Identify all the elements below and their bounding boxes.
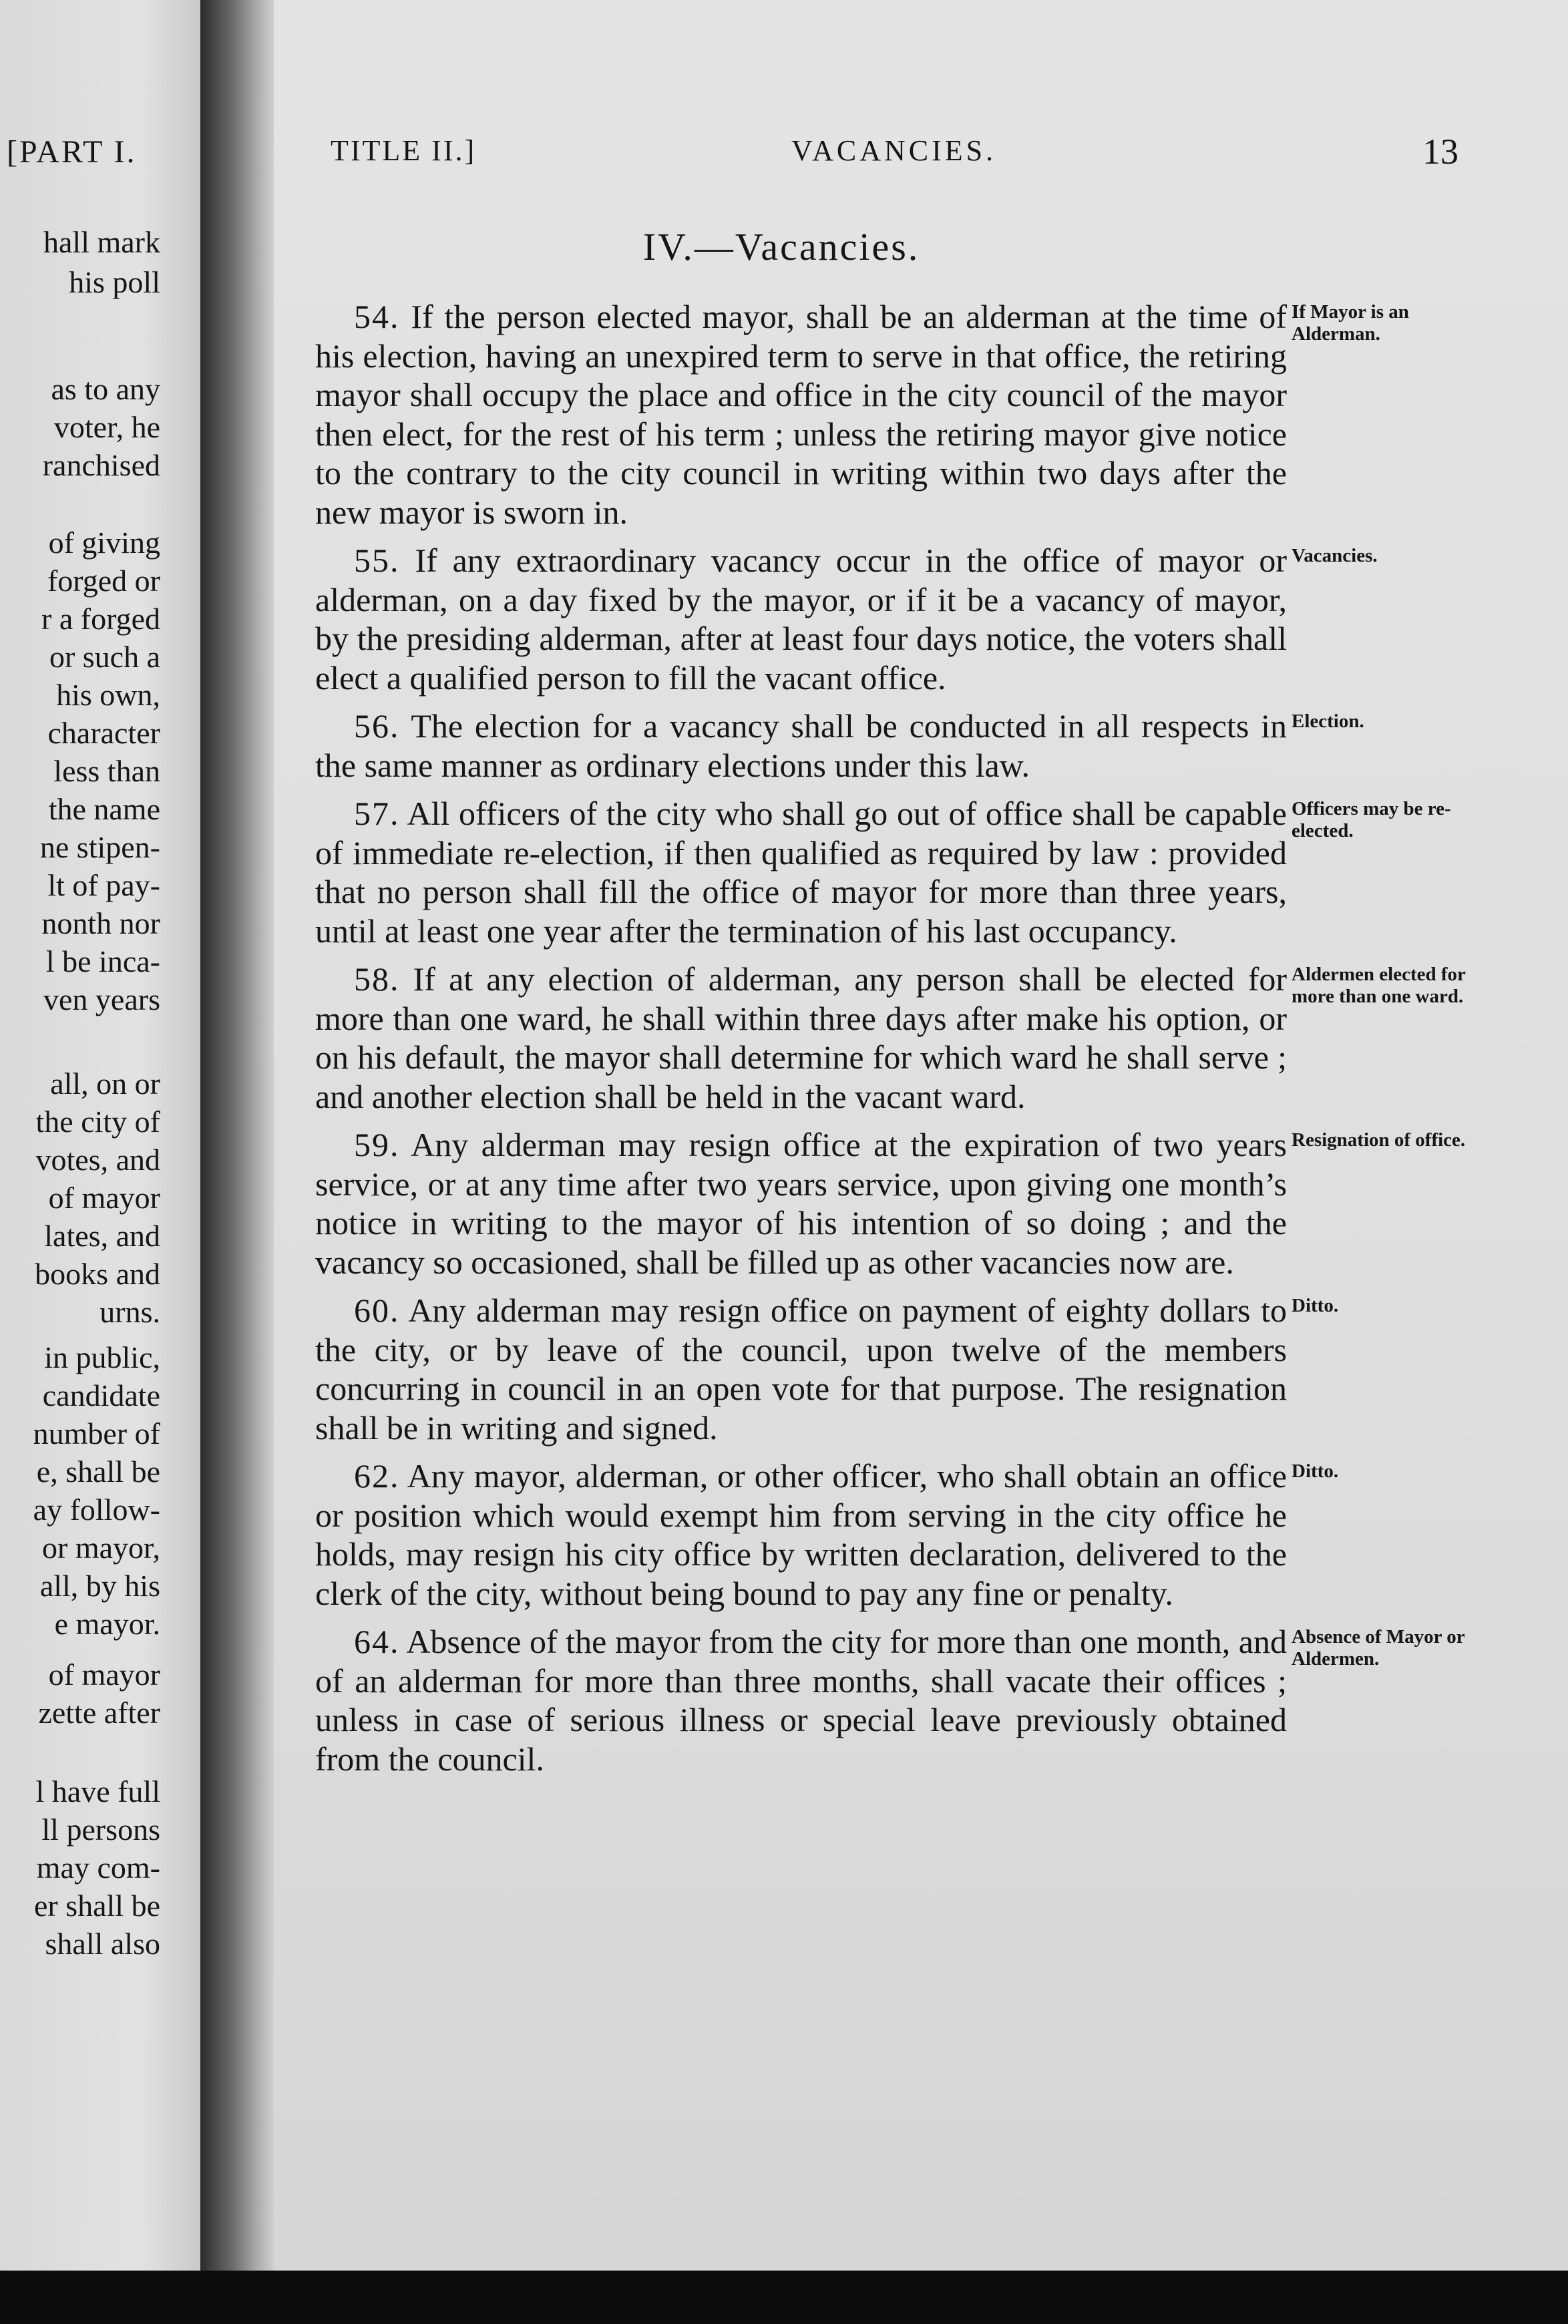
previous-page-line: r a forged bbox=[41, 602, 160, 636]
section-number: 58. bbox=[354, 960, 400, 998]
previous-page-line: forged or bbox=[47, 564, 160, 598]
page-number: 13 bbox=[1422, 132, 1458, 172]
previous-page-line: e mayor. bbox=[54, 1607, 160, 1641]
previous-page-line: ll persons bbox=[41, 1812, 160, 1847]
marginal-note: Ditto. bbox=[1292, 1461, 1339, 1482]
section-paragraph bbox=[315, 707, 1364, 785]
previous-page-line: character bbox=[47, 716, 160, 750]
previous-page-line: e, shall be bbox=[36, 1455, 160, 1489]
paragraph-text: The election for a vacancy shall be conducted in all respects in the same manner as ordinary elections under this law. bbox=[315, 707, 1287, 784]
marginal-note: Absence of Mayor or Aldermen. bbox=[1292, 1626, 1465, 1670]
previous-page-line: less than bbox=[53, 754, 160, 788]
paragraph-text: If any extraordinary vacancy occur in the office of mayor or alderman, on a day fixed by the mayor, or if it be a vacancy of mayor, by the presiding alderman, after at least four days notice, the voters shall elect a qualified person to fill the vacant office. bbox=[315, 542, 1288, 697]
previous-page-line: or mayor, bbox=[42, 1531, 160, 1565]
section-number: 56. bbox=[354, 707, 400, 745]
previous-page-line: the city of bbox=[35, 1105, 160, 1139]
paragraph-text: Absence of the mayor from the city for more than one month, and of an alderman for more than three months, shall vacate their offices ; unless in case of serious illness or special leave previously obtained from the council. bbox=[315, 1623, 1287, 1778]
section-paragraph bbox=[315, 297, 1409, 532]
running-head bbox=[274, 134, 1568, 174]
previous-page-line: the name bbox=[48, 792, 160, 826]
previous-page-line: candidate bbox=[42, 1378, 160, 1412]
previous-page-line: ven years bbox=[43, 982, 160, 1016]
previous-page-fragment bbox=[0, 0, 200, 2324]
section-paragraph bbox=[315, 1291, 1339, 1447]
section-paragraph bbox=[315, 1457, 1339, 1613]
paragraph-text: All officers of the city who shall go out of office shall be capable of immediate re-election, if then qualified as required by law : provided that no person shall fill the office of mayor for more than three years, until at least one year after the termination of his last occupancy. bbox=[315, 795, 1287, 950]
marginal-note: Ditto. bbox=[1292, 1295, 1339, 1316]
section-number: 60. bbox=[354, 1292, 400, 1329]
paragraph-text: If at any election of alderman, any person shall be elected for more than one ward, he shall within three days after make his option, or on his default, the mayor shall determine for which ward he shall serve ; and another election shall be held in the vacant ward. bbox=[315, 960, 1288, 1115]
paragraph-text: If the person elected mayor, shall be an alderman at the time of his election, having an unexpired term to serve in that office, the retiring mayor shall occupy the place and office in the city council of the mayor then elect, for the rest of his term ; unless the retiring mayor give notice to the contrary to the city council in writing within two days after the new mayor is sworn in. bbox=[315, 298, 1287, 531]
section-heading: IV.—Vacancies. bbox=[642, 225, 920, 268]
paragraph-text: Any alderman may resign office at the expiration of two years service, or at any time after two years service, upon giving one month’s notice in writing to the mayor of his intention of so doing ; and the vacancy so occasioned, shall be filled up as other vacancies now are. bbox=[315, 1126, 1287, 1281]
section-paragraph bbox=[315, 960, 1466, 1116]
previous-page-line: in public, bbox=[44, 1340, 160, 1374]
section-paragraph bbox=[315, 541, 1378, 697]
marginal-note: Election. bbox=[1292, 711, 1364, 732]
section-number: 54. bbox=[354, 298, 400, 335]
previous-page-line: lt of pay- bbox=[47, 868, 160, 902]
previous-page-line: of giving bbox=[48, 526, 160, 560]
previous-page-line: ranchised bbox=[42, 448, 160, 482]
book-gutter bbox=[200, 0, 274, 2324]
previous-page-line: may com- bbox=[36, 1851, 160, 1885]
previous-page-line: l have full bbox=[35, 1774, 160, 1808]
previous-page-line: lates, and bbox=[44, 1219, 160, 1253]
previous-page-line: l be inca- bbox=[45, 944, 160, 978]
section-paragraph bbox=[315, 1622, 1465, 1778]
marginal-note: Aldermen elected for more than one ward. bbox=[1292, 964, 1466, 1007]
previous-page-running-head: [PART I. bbox=[7, 134, 137, 170]
book-page bbox=[274, 0, 1568, 2271]
section-paragraph bbox=[315, 1125, 1466, 1282]
section-number: 59. bbox=[354, 1126, 400, 1163]
section-paragraph bbox=[315, 794, 1451, 950]
previous-page-line: nonth nor bbox=[41, 906, 160, 940]
section-number: 64. bbox=[354, 1623, 400, 1660]
running-head-title: TITLE II.] bbox=[331, 134, 477, 167]
previous-page-line: voter, he bbox=[53, 410, 160, 444]
previous-page-line: number of bbox=[33, 1416, 160, 1450]
previous-page-line: all, on or bbox=[50, 1067, 160, 1101]
previous-page-line: of mayor bbox=[48, 1181, 160, 1215]
section-number: 55. bbox=[354, 542, 400, 579]
section-number: 62. bbox=[354, 1457, 400, 1495]
marginal-note: Officers may be re-elected. bbox=[1292, 798, 1451, 841]
previous-page-line: hall mark bbox=[43, 225, 160, 259]
previous-page-line: votes, and bbox=[35, 1143, 160, 1177]
previous-page-line: or such a bbox=[49, 640, 160, 674]
previous-page-line: his poll bbox=[69, 265, 160, 299]
previous-page-line: urns. bbox=[100, 1295, 160, 1329]
paragraph-text: Any alderman may resign office on payment of eighty dollars to the city, or by leave of the council, upon twelve of the members concurring in council in an open vote for that purpose. The resignation shall be in writing and signed. bbox=[315, 1292, 1287, 1446]
previous-page-line: ne stipen- bbox=[39, 830, 160, 864]
previous-page-line: of mayor bbox=[48, 1658, 160, 1692]
marginal-note: Vacancies. bbox=[1292, 545, 1378, 566]
previous-page-line: zette after bbox=[38, 1696, 160, 1730]
previous-page-line: books and bbox=[35, 1257, 160, 1291]
page-body bbox=[315, 297, 1466, 1788]
section-number: 57. bbox=[354, 795, 400, 832]
previous-page-line: er shall be bbox=[33, 1889, 160, 1923]
previous-page-line: his own, bbox=[56, 678, 160, 712]
previous-page-line: ay follow- bbox=[33, 1493, 160, 1527]
marginal-note: If Mayor is an Alderman. bbox=[1292, 301, 1409, 345]
previous-page-line: as to any bbox=[51, 372, 160, 406]
running-head-section: VACANCIES. bbox=[791, 134, 997, 167]
previous-page-line: shall also bbox=[45, 1927, 160, 1961]
previous-page-line: all, by his bbox=[39, 1569, 160, 1603]
paragraph-text: Any mayor, alderman, or other officer, who shall obtain an office or position which would exempt him from serving in the city office he holds, may resign his city office by written declaration, delivered to the clerk of the city, without being bound to pay any fine or penalty. bbox=[315, 1457, 1287, 1612]
marginal-note: Resignation of office. bbox=[1292, 1129, 1466, 1151]
scan-bottom-edge bbox=[0, 2271, 1568, 2324]
